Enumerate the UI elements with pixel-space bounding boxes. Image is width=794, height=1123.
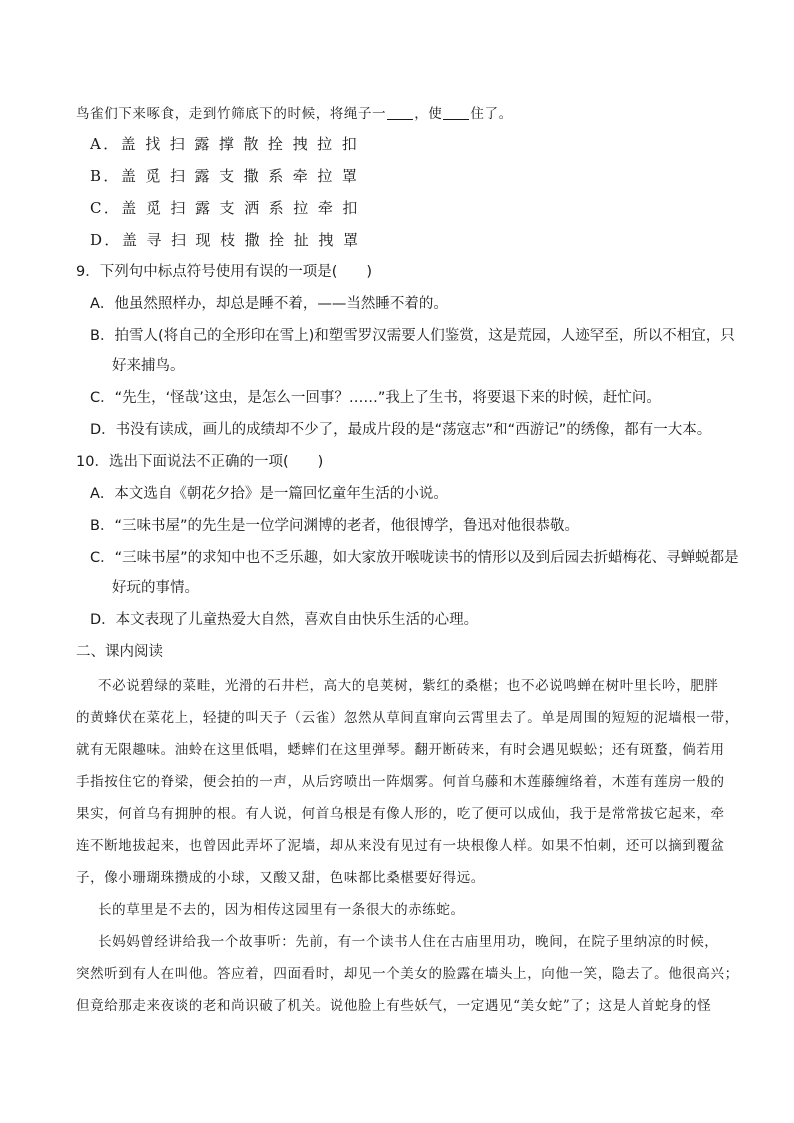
q8-option-c: C．盖 觅 扫 露 支 洒 系 拉 牵 扣 <box>90 199 360 217</box>
passage-line: 连不断地拔起来，也曾因此弄坏了泥墙，却从来没有见过有一块根像人样。如果不怕刺，还可以摘到覆盆 <box>76 838 725 854</box>
q9-option-b-line2: 好来捕鸟。 <box>112 358 185 374</box>
q8-option-d: D．盖 寻 扫 现 枝 撒 拴 扯 拽 罩 <box>90 231 361 249</box>
answer-blank <box>387 105 413 120</box>
section-heading: 二、课内阅读 <box>76 644 163 660</box>
q9-option-c: C．“先生，‘怪哉’这虫，是怎么一回事？……”我上了生书，将要退下来的时候，赶忙问。 <box>90 390 661 406</box>
q10-option-b: B．“三味书屋”的先生是一位学问渊博的老者，他很博学，鲁迅对他很恭敬。 <box>90 518 579 534</box>
passage-line: 但竟给那走来夜谈的老和尚识破了机关。说他脸上有些妖气，一定遇见“美女蛇”了；这是人首蛇身的怪 <box>76 998 712 1014</box>
q9-stem: 9．下列句中标点符号使用有误的一项是( ) <box>76 264 373 280</box>
q9-option-b-line1: B．拍雪人(将自己的全形印在雪上)和塑雪罗汉需要人们鉴赏，这是荒园，人迹罕至，所以不相宜，只 <box>90 328 735 344</box>
q10-option-c-line1: C．“三味书屋”的求知中也不乏乐趣，如大家放开喉咙读书的情形以及到后园去折蜡梅花、寻蝉蜕都是 <box>90 550 739 566</box>
passage-line: 手指按住它的脊梁，便会拍的一声，从后窍喷出一阵烟雾。何首乌藤和木莲藤缠络着，木莲有莲房一般的 <box>76 774 725 790</box>
passage-line: 子，像小珊瑚珠攒成的小球，又酸又甜，色味都比桑椹要好得远。 <box>76 870 485 886</box>
q10-option-a: A．本文选自《朝花夕拾》是一篇回忆童年生活的小说。 <box>90 486 448 502</box>
passage-line: 长妈妈曾经讲给我一个故事听：先前，有一个读书人住在古庙里用功，晚间，在院子里纳凉的时候， <box>98 934 719 950</box>
q10-stem: 10．选出下面说法不正确的一项( ) <box>76 454 324 470</box>
q8-stem-tail: 鸟雀们下来啄食，走到竹筛底下的时候，将绳子一 ，使 住了。 <box>76 106 513 122</box>
q10-option-d: D．本文表现了儿童热爱大自然，喜欢自由快乐生活的心理。 <box>90 612 479 628</box>
q9-option-a: A．他虽然照样办，却总是睡不着，——当然睡不着的。 <box>90 296 448 312</box>
passage-line: 突然听到有人在叫他。答应着，四面看时，却见一个美女的脸露在墙头上，向他一笑，隐去了。他很高兴； <box>76 966 739 982</box>
passage-line: 长的草里是不去的，因为相传这园里有一条很大的赤练蛇。 <box>98 902 465 918</box>
answer-blank <box>443 105 469 120</box>
passage-line: 不必说碧绿的菜畦，光滑的石井栏，高大的皂荚树，紫红的桑椹；也不必说鸣蝉在树叶里长吟，肥胖 <box>98 678 719 694</box>
q9-option-d: D．书没有读成，画儿的成绩却不少了，最成片段的是“荡寇志”和“西游记”的绣像，都有一大本。 <box>90 422 712 438</box>
passage-line: 就有无限趣味。油蛉在这里低唱，蟋蟀们在这里弹琴。翻开断砖来，有时会遇见蜈蚣；还有斑蝥，倘若用 <box>76 742 725 758</box>
passage-line: 的黄蜂伏在菜花上，轻捷的叫天子（云雀）忽然从草间直窜向云霄里去了。单是周围的短短的泥墙根一带， <box>76 710 739 726</box>
passage-line: 果实，何首乌有拥肿的根。有人说，何首乌根是有像人形的，吃了便可以成仙，我于是常常拔它起来，牵 <box>76 806 725 822</box>
q8-option-a: A．盖 找 扫 露 撑 散 拴 拽 拉 扣 <box>90 135 360 153</box>
q8-option-b: B．盖 觅 扫 露 支 撒 系 牵 拉 罩 <box>90 167 360 185</box>
q10-option-c-line2: 好玩的事情。 <box>112 580 199 596</box>
